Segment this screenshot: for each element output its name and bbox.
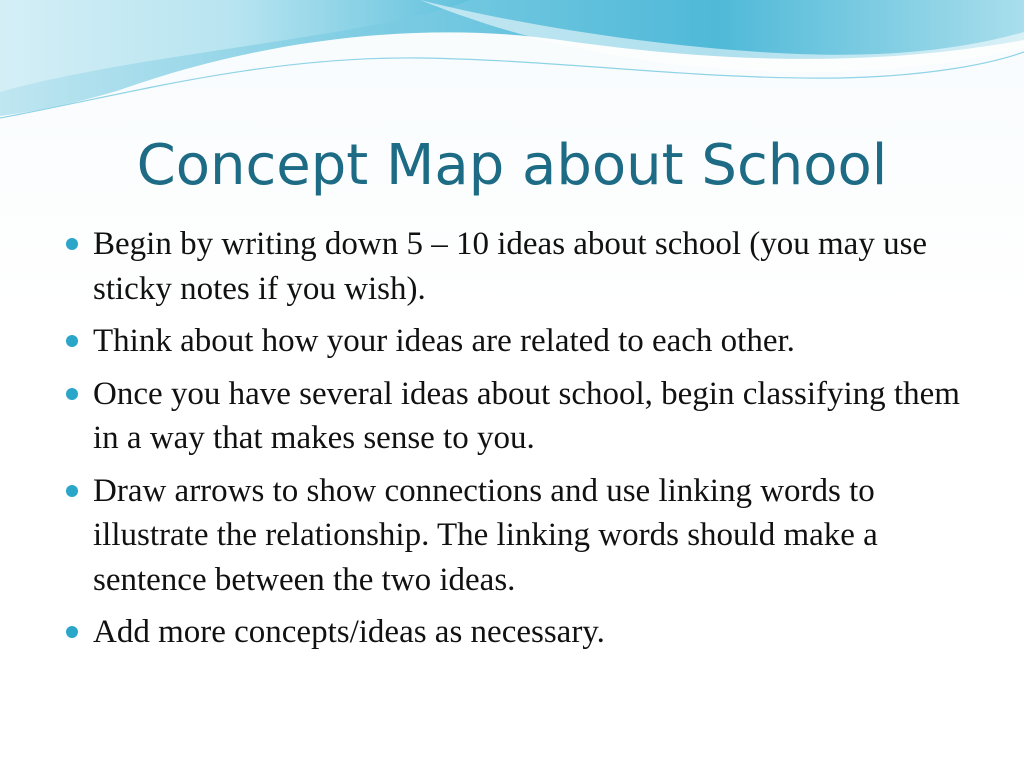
bullet-marker-icon	[66, 238, 78, 250]
bullet-item	[62, 319, 962, 364]
bullet-text: Draw arrows to show connections and use linking words to illustrate the relationship. The linking words should make a sentence between the two ideas.	[93, 472, 878, 598]
bullet-marker-icon	[66, 335, 78, 347]
bullet-marker-icon	[66, 485, 78, 497]
bullet-marker-icon	[66, 388, 78, 400]
bullet-text: Add more concepts/ideas as necessary.	[93, 614, 605, 650]
bullet-text: Begin by writing down 5 – 10 ideas about school (you may use sticky notes if you wish).	[93, 226, 928, 307]
bullet-item	[62, 222, 962, 311]
bullet-text: Think about how your ideas are related to each other.	[93, 323, 795, 359]
bullet-item	[62, 372, 962, 461]
header-wave-decoration	[0, 0, 1024, 130]
bullet-list	[62, 222, 962, 663]
bullet-item	[62, 469, 962, 603]
bullet-marker-icon	[66, 626, 78, 638]
bullet-text: Once you have several ideas about school, begin classifying them in a way that makes sense to you.	[93, 375, 960, 456]
bullet-item	[62, 610, 962, 655]
slide-title: Concept Map about School	[136, 133, 888, 198]
